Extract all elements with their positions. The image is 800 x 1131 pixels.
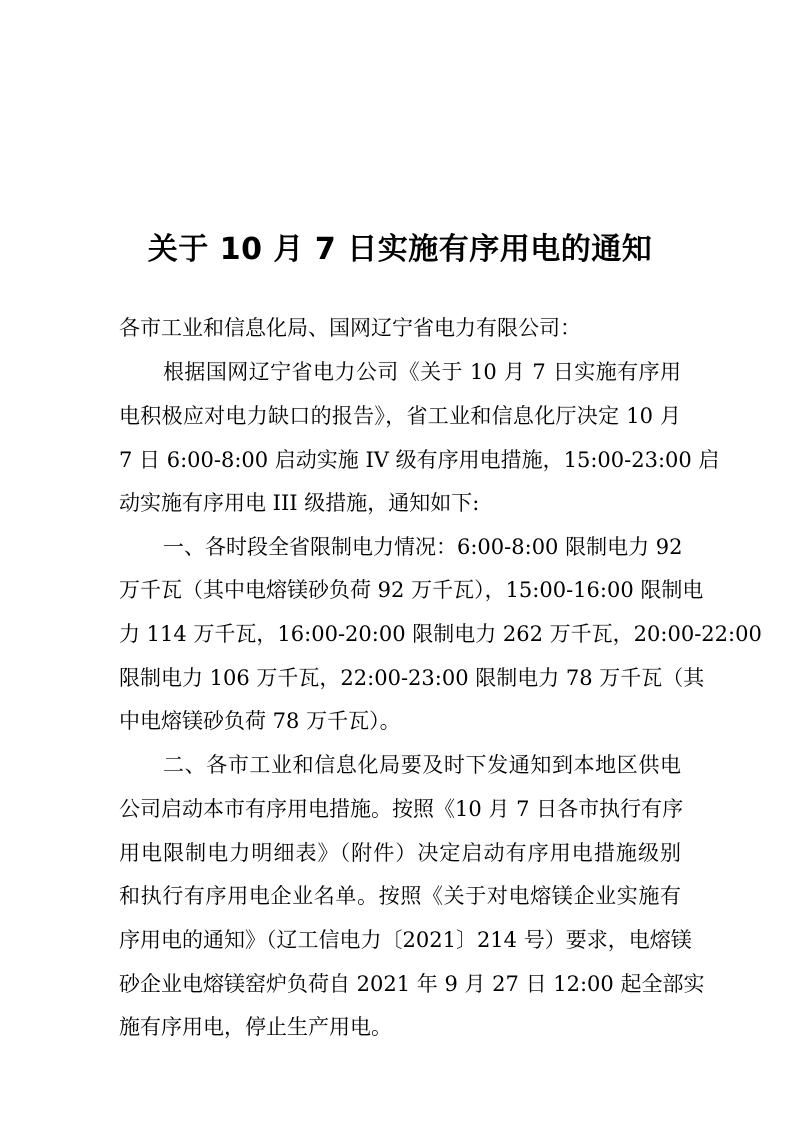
body-line: 二、各市工业和信息化局要及时下发通知到本地区供电	[163, 753, 681, 777]
body-line: 和执行有序用电企业名单。按照《关于对电熔镁企业实施有	[119, 884, 681, 908]
body-line: 力 114 万千瓦，16:00-20:00 限制电力 262 万千瓦，20:00-22:00	[119, 622, 762, 646]
body-line: 万千瓦（其中电熔镁砂负荷 92 万千瓦），15:00-16:00 限制电	[119, 578, 704, 602]
salutation-line: 各市工业和信息化局、国网辽宁省电力有限公司：	[119, 316, 581, 340]
body-line: 根据国网辽宁省电力公司《关于 10 月 7 日实施有序用	[163, 360, 681, 384]
body-line: 动实施有序用电 III 级措施，通知如下:	[119, 491, 480, 515]
body-line: 用电限制电力明细表》（附件）决定启动有序用电措施级别	[119, 841, 681, 865]
body-line: 施有序用电，停止生产用电。	[119, 1015, 392, 1039]
body-line: 中电熔镁砂负荷 78 万千瓦）。	[119, 709, 401, 733]
body-line: 砂企业电熔镁窑炉负荷自 2021 年 9 月 27 日 12:00 起全部实	[119, 972, 705, 996]
body-line: 一、各时段全省限制电力情况：6:00-8:00 限制电力 92	[163, 535, 683, 559]
body-line: 电积极应对电力缺口的报告》，省工业和信息化厅决定 10 月	[119, 404, 681, 428]
document-title: 关于 10 月 7 日实施有序用电的通知	[147, 232, 653, 267]
body-line: 限制电力 106 万千瓦，22:00-23:00 限制电力 78 万千瓦（其	[119, 666, 705, 690]
body-line: 序用电的通知》（辽工信电力〔2021〕214 号）要求，电熔镁	[119, 928, 692, 952]
body-line: 7 日 6:00-8:00 启动实施 IV 级有序用电措施，15:00-23:00 启	[119, 448, 720, 472]
body-line: 公司启动本市有序用电措施。按照《10 月 7 日各市执行有序	[119, 797, 684, 821]
